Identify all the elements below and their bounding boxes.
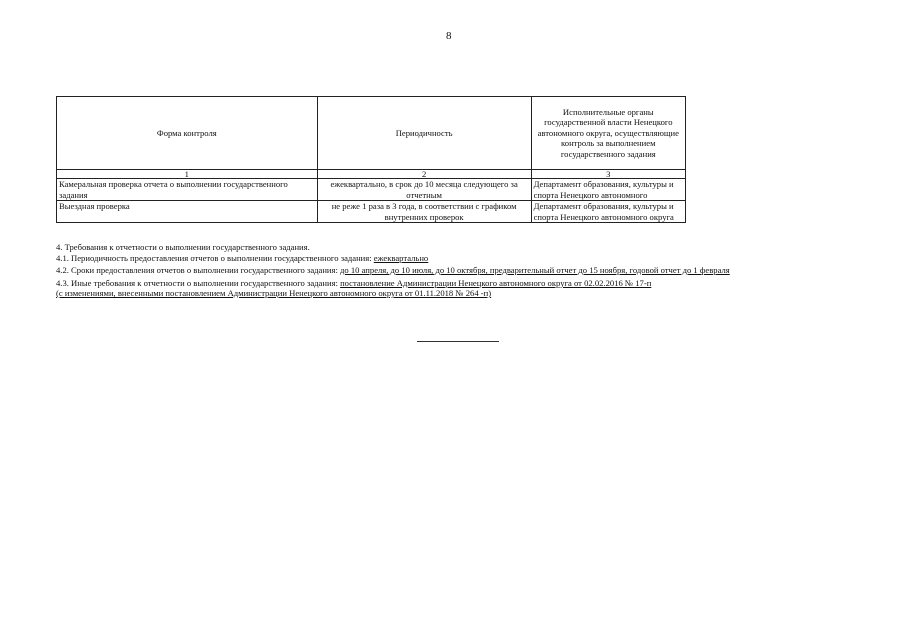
row-authority: Департамент образования, культуры и спорта Ненецкого автономного: [531, 179, 685, 201]
table-header-row: [57, 97, 686, 170]
row-periodicity: не реже 1 раза в 3 года, в соответствии с графиком внутренних проверок: [317, 201, 531, 223]
row-periodicity: ежеквартально, в срок до 10 месяца следующего за отчетным: [317, 179, 531, 201]
column-number: 1: [57, 170, 318, 179]
row-authority: Департамент образования, культуры и спорта Ненецкого автономного округа: [531, 201, 685, 223]
page-number: 8: [446, 30, 452, 42]
requirement-4-1-value: ежеквартально: [373, 252, 429, 263]
requirement-4-1-label: 4.1. Периодичность предоставления отчетов о выполнении государственного задания:: [56, 252, 372, 263]
requirement-4-3-value-cont: (с изменениями, внесенными постановлением Администрации Ненецкого автономного округа от 01.11.2018 № 264 -п): [56, 288, 492, 298]
row-control-form: Выездная проверка: [57, 201, 318, 223]
header-authorities: Исполнительные органы государственной власти Ненецкого автономного округа, осуществляющие контроль за выполнением государственного задания: [531, 97, 685, 170]
requirement-4-2-value: до 10 апреля, до 10 июля, до 10 октября, предварительный отчет до 15 ноября, годовой отчет до 1 февраля: [340, 265, 730, 275]
requirement-4-2-label: 4.2. Сроки предоставления отчетов о выполнении государственного задания:: [56, 265, 338, 275]
requirement-4-2: [56, 265, 786, 276]
column-number: 2: [317, 170, 531, 179]
requirement-4-3-continuation: [56, 288, 786, 299]
reporting-requirements: [56, 242, 786, 299]
requirement-4-3-label: 4.3. Иные требования к отчетности о выполнении государственного задания:: [56, 277, 338, 288]
requirements-heading: 4. Требования к отчетности о выполнении государственного задания.: [56, 242, 310, 252]
control-table: [56, 96, 686, 223]
table-row: [57, 201, 686, 223]
table-row: [57, 179, 686, 201]
requirement-4-3-value: постановление Администрации Ненецкого автономного округа от 02.02.2016 № 17-п: [340, 277, 652, 288]
column-number: 3: [531, 170, 685, 179]
row-control-form: Камеральная проверка отчета о выполнении государственного задания: [57, 179, 318, 201]
header-periodicity: Периодичность: [317, 97, 531, 170]
column-number-row: [57, 170, 686, 179]
end-divider: [417, 341, 499, 342]
requirement-4-1: [56, 253, 786, 264]
header-control-form: Форма контроля: [57, 97, 318, 170]
requirement-4-3: [56, 278, 786, 289]
